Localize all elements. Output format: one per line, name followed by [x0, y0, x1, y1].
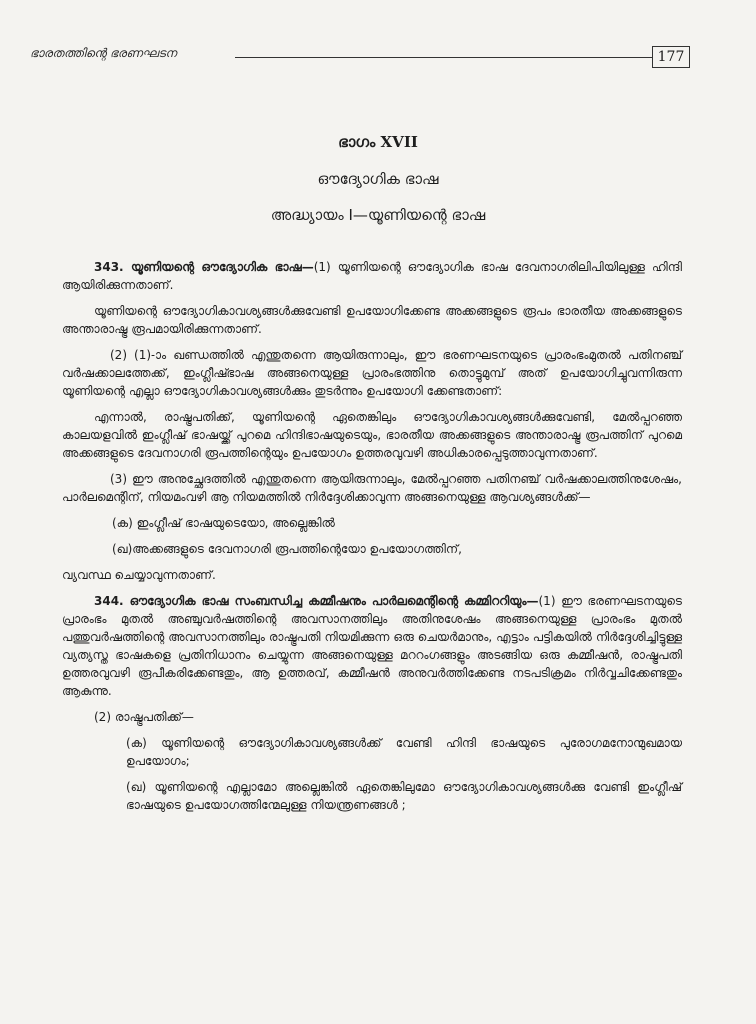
article-343-clause-2: (2) (1)-ാം ഖണ്ഡത്തിൽ എന്തുതന്നെ ആയിരുന്നാലും, ഈ ഭരണഘടനയുടെ പ്രാരംഭംമുതൽ പതിനഞ്ച് വർഷക്കാലത്തേക്ക്, ഇംഗ്ലീഷ്ഭാഷ അങ്ങനെയുള്ള പ്രാരംഭത്തിനു തൊട്ടുമുമ്പ് അത് ഉപയോഗിച്ചുവന്നിരുന്ന യൂണിയന്റെ എല്ലാ ഔദ്യോഗികാവശ്യങ്ങൾക്കും തുടർന്നും ഉപയോഗി ക്കേണ്ടതാണ്: [62, 348, 682, 398]
title-block [0, 128, 756, 228]
article-343-heading: 343. യൂണിയന്റെ ഔദ്യോഗിക ഭാഷ— [94, 260, 314, 274]
page-number: 177 [652, 46, 690, 68]
article-343-clause-1-text: (1) യൂണിയന്റെ ഔദ്യോഗിക ഭാഷ ദേവനാഗരിലിപിയിലുള്ള ഹിന്ദി ആയിരിക്കുന്നതാണ്. [62, 260, 682, 292]
article-344-clause-1-text: (1) ഈ ഭരണഘടനയുടെ പ്രാരംഭം മുതൽ അഞ്ചുവർഷത്തിന്റെ അവസാനത്തിലും അതിനുശേഷം അങ്ങനെയുള്ള പ്രാരംഭം മുതൽ പത്തുവർഷത്തിന്റെ അവസാനത്തിലും രാഷ്ട്രപതി നിയമിക്കുന്ന ഒരു ചെയർമാനും, എട്ടാം പട്ടികയിൽ നിർദ്ദേശിച്ചിട്ടുള്ള വ്യത്യസ്ത ഭാഷകളെ പ്രതിനിധാനം ചെയ്യുന്ന അങ്ങനെയുള്ള മററംഗങ്ങളും അടങ്ങിയ ഒരു കമ്മീഷൻ, രാഷ്ട്രപതി ഉത്തരവുവഴി രൂപീകരിക്കേണ്ടതും, ആ ഉത്തരവ്, കമ്മീഷൻ അനുവർത്തിക്കേണ്ട നടപടിക്രമം നിർവ്വചിക്കേണ്ടതും ആകുന്നു. [62, 594, 682, 698]
article-344-clause-1 [62, 592, 682, 700]
article-343-para: യൂണിയന്റെ ഔദ്യോഗികാവശ്യങ്ങൾക്കുവേണ്ടി ഉപയോഗിക്കേണ്ട അക്കങ്ങളുടെ രൂപം ഭാരതീയ അക്കങ്ങളുടെ അന്താരാഷ്ട്ര രൂപമായിരിക്കുന്നതാണ്. [62, 304, 682, 336]
article-344-heading: 344. ഔദ്യോഗിക ഭാഷ സംബന്ധിച്ച കമ്മീഷനും പാർലമെന്റിന്റെ കമ്മിററിയും— [94, 594, 539, 608]
chapter-title: അദ്ധ്യായം I—യൂണിയന്റെ ഭാഷ [270, 206, 486, 224]
list-item: (ഖ) യൂണിയന്റെ എല്ലാമോ അല്ലെങ്കിൽ ഏതെങ്കിലുമോ ഔദ്യോഗികാവശ്യങ്ങൾക്കു വേണ്ടി ഇംഗ്ലീഷ് ഭാഷയുടെ ഉപയോഗത്തിന്മേലുള്ള നിയന്ത്രണങ്ങൾ ; [126, 780, 682, 812]
running-title: ഭാരതത്തിന്റെ ഭരണഘടന [30, 46, 177, 60]
document-body [62, 258, 682, 822]
header-rule [235, 57, 652, 58]
list-item: (ക) യൂണിയന്റെ ഔദ്യോഗികാവശ്യങ്ങൾക്ക് വേണ്ടി ഹിന്ദി ഭാഷയുടെ പുരോഗമനോന്മുഖമായ ഉപയോഗം; [126, 736, 682, 768]
article-344-clause-2: (2) രാഷ്ട്രപതിക്ക്— [94, 710, 194, 724]
part-title: ഭാഗം XVII [338, 133, 418, 151]
article-343-closing: വ്യവസ്ഥ ചെയ്യാവുന്നതാണ്. [62, 568, 216, 582]
article-343-clause-3: (3) ഈ അനുച്ഛേദത്തിൽ എന്തുതന്നെ ആയിരുന്നാലും, മേൽപ്പറഞ്ഞ പതിനഞ്ച് വർഷക്കാലത്തിനുശേഷം, പാർലമെന്റിന്, നിയമംവഴി ആ നിയമത്തിൽ നിർദ്ദേശിക്കാവുന്ന അങ്ങനെയുള്ള ആവശ്യങ്ങൾക്ക്— [62, 472, 682, 504]
list-item: (ഖ)അക്കങ്ങളുടെ ദേവനാഗരി രൂപത്തിന്റെയോ ഉപയോഗത്തിന്, [112, 542, 462, 556]
article-343-proviso: എന്നാൽ, രാഷ്ട്രപതിക്ക്, യൂണിയന്റെ ഏതെങ്കിലും ഔദ്യോഗികാവശ്യങ്ങൾക്കുവേണ്ടി, മേൽപ്പറഞ്ഞ കാലയളവിൽ ഇംഗ്ലീഷ് ഭാഷയ്ക്ക് പുറമെ ഹിന്ദിഭാഷയുടെയും, ഭാരതീയ അക്കങ്ങളുടെ അന്താരാഷ്ട്ര രൂപത്തിന് പുറമെ അക്കങ്ങളുടെ ദേവനാഗരി രൂപത്തിന്റെയും ഉപയോഗം ഉത്തരവുവഴി അധികാരപ്പെടുത്താവുന്നതാണ്. [62, 410, 682, 460]
article-343-clause-1 [62, 258, 682, 294]
part-subtitle: ഔദ്യോഗിക ഭാഷ [317, 170, 439, 188]
list-item: (ക) ഇംഗ്ലീഷ് ഭാഷയുടെയോ, അല്ലെങ്കിൽ [112, 516, 335, 530]
running-header [30, 42, 685, 72]
